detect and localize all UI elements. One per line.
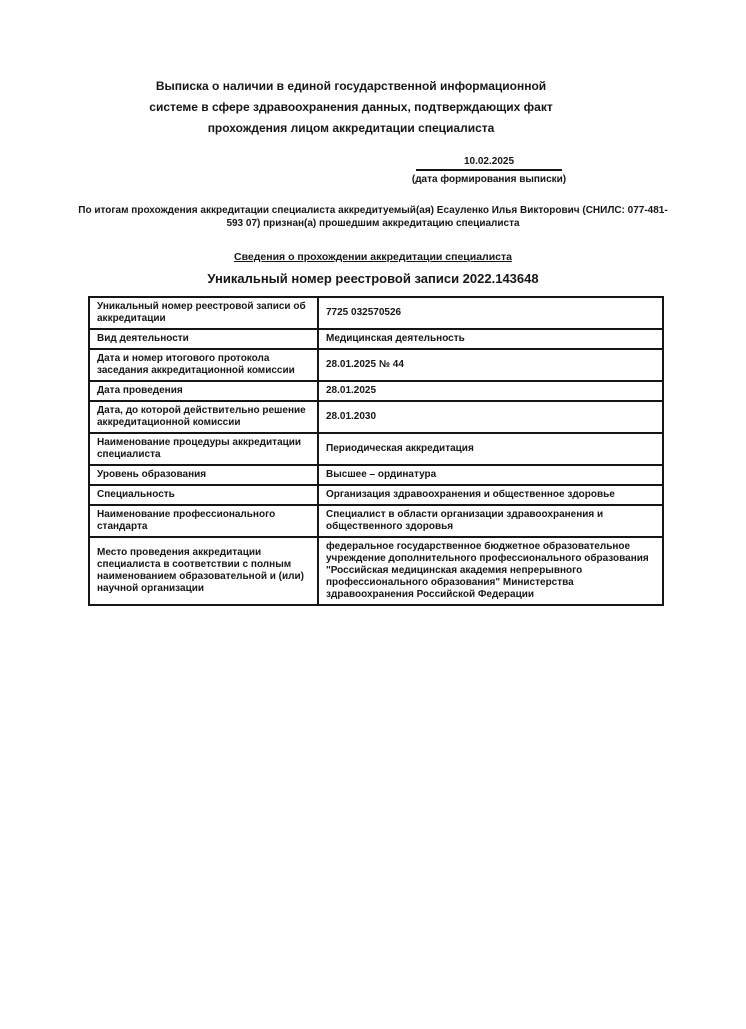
document-title-line: системе в сфере здравоохранения данных, подтверждающих факт: [149, 100, 553, 114]
extract-date-block: [408, 155, 570, 186]
table-row: [89, 297, 663, 329]
intro-paragraph-line: По итогам прохождения аккредитации специалиста аккредитуемый(ая) Есауленко Илья Викторович (СНИЛС: 077-481-: [78, 205, 668, 216]
field-label-cell: Дата и номер итогового протокола заседания аккредитационной комиссии: [89, 349, 318, 381]
extract-date-caption: (дата формирования выписки): [411, 174, 567, 185]
accreditation-table: [88, 296, 664, 606]
field-value-cell: Специалист в области организации здравоохранения и общественного здоровья: [318, 505, 663, 537]
field-value-cell: федеральное государственное бюджетное образовательное учреждение дополнительного профессионального образования "Российская медицинская академия непрерывного профессионального образования" Министерства здравоохранения Российской Федерации: [318, 537, 663, 605]
document-title: [0, 76, 702, 139]
field-label-cell: Дата, до которой действительно решение аккредитационной комиссии: [89, 401, 318, 433]
extract-date-value: 10.02.2025: [416, 155, 562, 171]
field-value-cell: 28.01.2025: [318, 381, 663, 401]
field-label-cell: Вид деятельности: [89, 329, 318, 349]
section-heading: Сведения о прохождении аккредитации специалиста: [234, 251, 512, 263]
field-value-cell: 7725 032570526: [318, 297, 663, 329]
field-value-cell: Высшее – ординатура: [318, 465, 663, 485]
registry-number-heading: Уникальный номер реестровой записи 2022.143648: [207, 271, 539, 286]
field-label-cell: Специальность: [89, 485, 318, 505]
field-value-cell: Медицинская деятельность: [318, 329, 663, 349]
field-label-cell: Место проведения аккредитации специалиста в соответствии с полным наименованием образовательной и (или) научной организации: [89, 537, 318, 605]
table-row: [89, 329, 663, 349]
field-label-cell: Наименование процедуры аккредитации специалиста: [89, 433, 318, 465]
intro-paragraph: [0, 204, 746, 230]
table-row: [89, 381, 663, 401]
field-value-cell: Организация здравоохранения и общественное здоровье: [318, 485, 663, 505]
table-row: [89, 433, 663, 465]
document-title-line: Выписка о наличии в единой государственной информационной: [155, 79, 547, 93]
field-label-cell: Уникальный номер реестровой записи об аккредитации: [89, 297, 318, 329]
field-value-cell: 28.01.2025 № 44: [318, 349, 663, 381]
table-row: [89, 465, 663, 485]
table-row: [89, 505, 663, 537]
field-value-cell: 28.01.2030: [318, 401, 663, 433]
field-label-cell: Дата проведения: [89, 381, 318, 401]
field-value-cell: Периодическая аккредитация: [318, 433, 663, 465]
field-label-cell: Наименование профессионального стандарта: [89, 505, 318, 537]
document-title-line: прохождения лицом аккредитации специалиста: [207, 121, 495, 135]
table-row: [89, 537, 663, 605]
field-label-cell: Уровень образования: [89, 465, 318, 485]
intro-paragraph-line: 593 07) признан(а) прошедшим аккредитацию специалиста: [226, 218, 520, 229]
table-row: [89, 349, 663, 381]
table-row: [89, 485, 663, 505]
table-row: [89, 401, 663, 433]
